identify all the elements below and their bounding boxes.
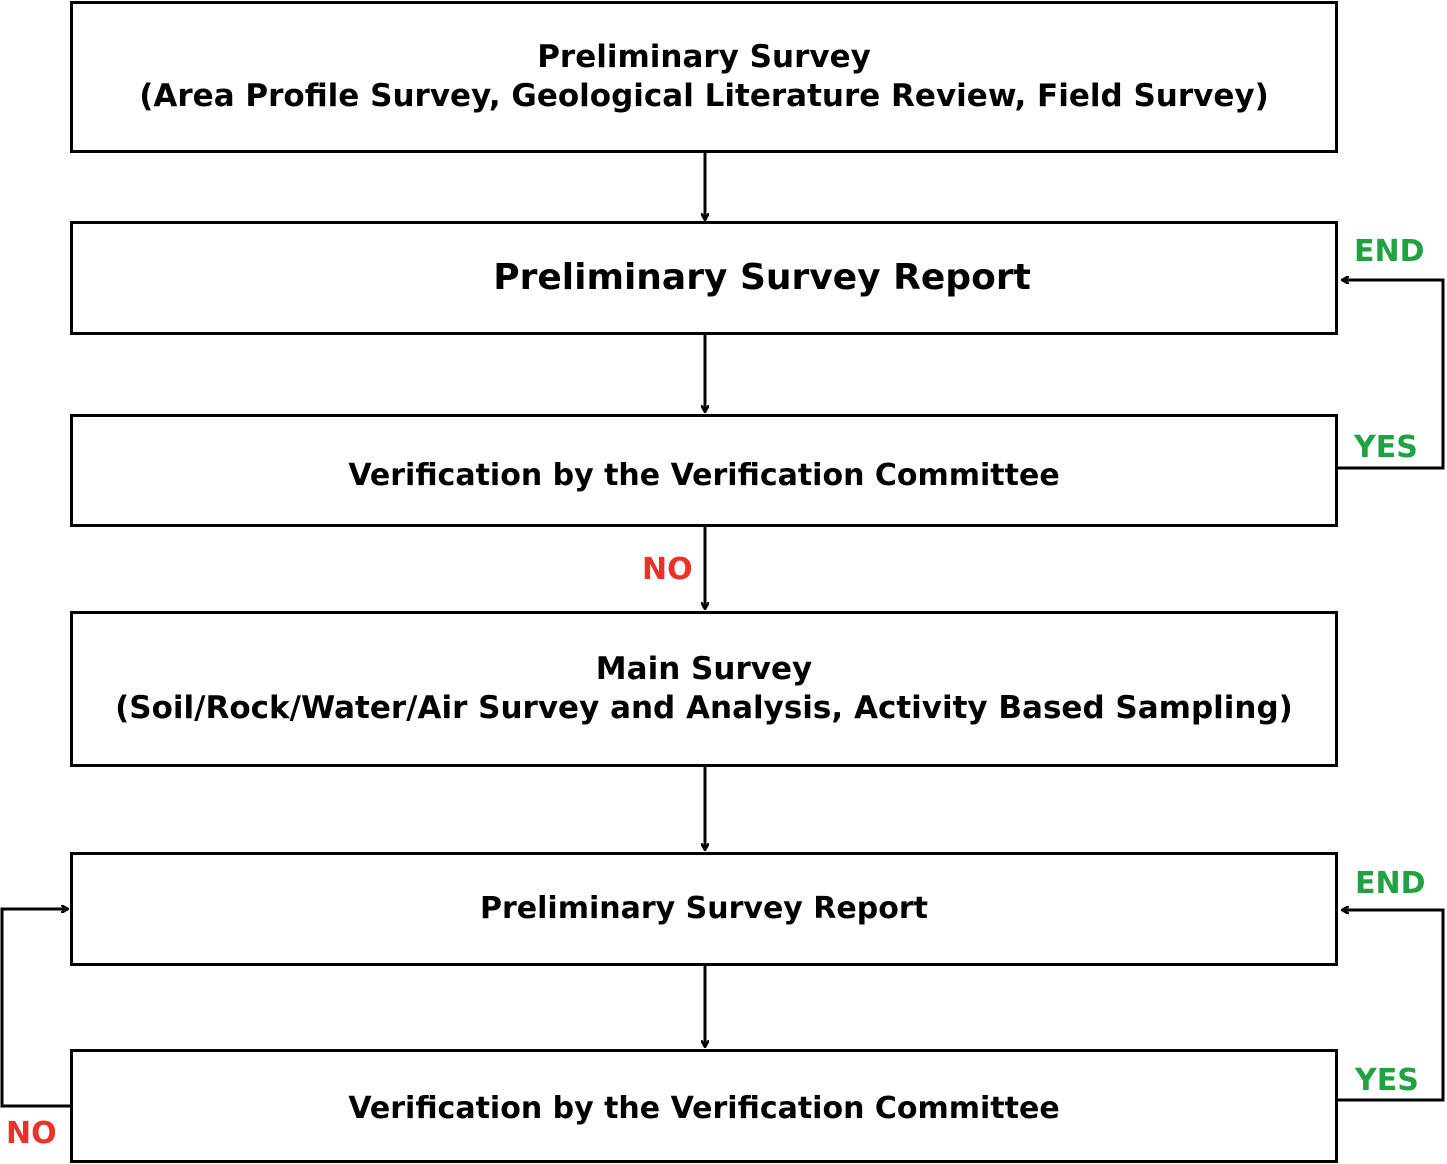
yes-label-2: YES	[1355, 1063, 1419, 1098]
step-subtitle: (Area Profile Survey, Geological Literature Review, Field Survey)	[139, 78, 1269, 114]
step-title: Verification by the Verification Committee	[348, 1091, 1060, 1126]
step-title: Preliminary Survey	[537, 39, 871, 75]
step-verification-2	[70, 1049, 1338, 1163]
step-subtitle: (Soil/Rock/Water/Air Survey and Analysis, Activity Based Sampling)	[115, 690, 1293, 726]
no-label-2: NO	[6, 1116, 57, 1151]
no-label-1: NO	[642, 552, 693, 587]
step-preliminary-survey	[70, 1, 1338, 153]
loop-no-to-report-2	[2, 909, 70, 1106]
step-title: Preliminary Survey Report	[493, 257, 1031, 298]
step-title: Verification by the Verification Committee	[348, 457, 1060, 493]
step-preliminary-survey-report	[70, 221, 1338, 335]
step-title: Main Survey	[595, 651, 813, 687]
step-preliminary-survey-report-2	[70, 852, 1338, 966]
yes-label-1: YES	[1354, 430, 1418, 465]
step-main-survey	[70, 611, 1338, 767]
step-title: Preliminary Survey Report	[480, 891, 928, 926]
end-label-1: END	[1354, 234, 1425, 269]
step-verification	[70, 414, 1338, 527]
end-label-2: END	[1355, 866, 1426, 901]
